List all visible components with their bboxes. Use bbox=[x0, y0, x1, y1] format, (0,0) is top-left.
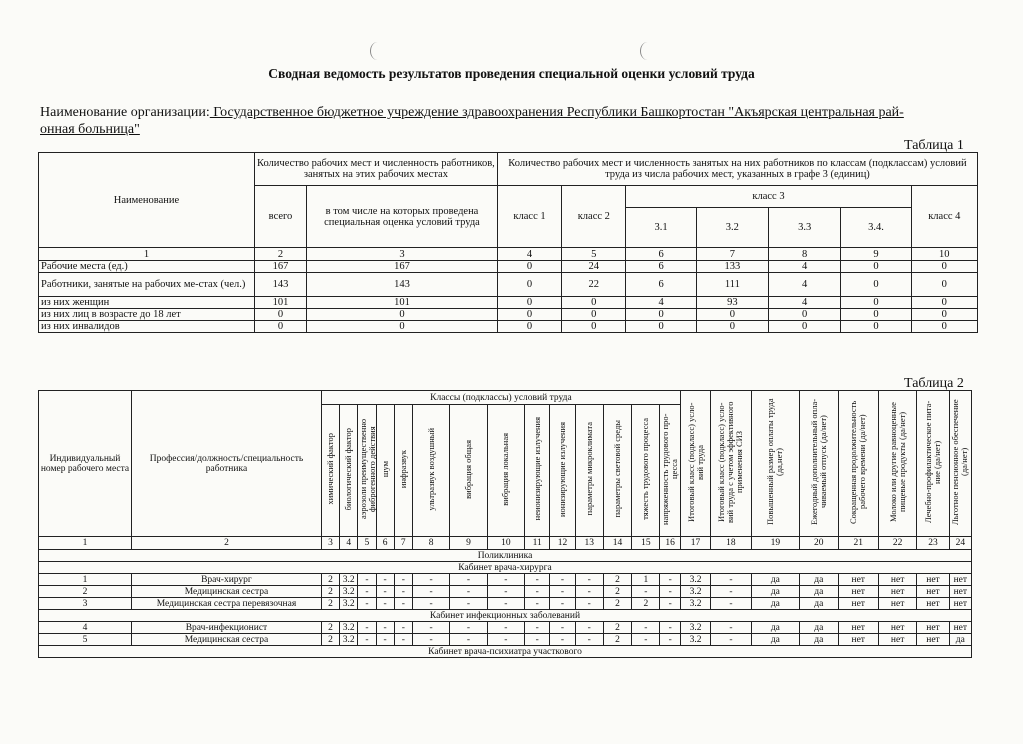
t2-factor-label: биологический фактор bbox=[343, 427, 354, 511]
t1-header-class1: класс 1 bbox=[497, 186, 561, 248]
organization-name: Государственное бюджетное учреждение здравоохранения Республики Башкортостан "Акъярская центральная рай- bbox=[209, 105, 904, 120]
t2-cell: - bbox=[575, 622, 603, 634]
t2-colnum: 3 bbox=[321, 537, 339, 550]
t2-cell: - bbox=[575, 634, 603, 646]
t2-cell: нет bbox=[838, 586, 878, 598]
t1-cell: 101 bbox=[254, 297, 306, 309]
t2-row-profession: Медицинская сестра bbox=[131, 634, 321, 646]
t2-row-id: 1 bbox=[39, 574, 132, 586]
t2-colnum: 9 bbox=[450, 537, 487, 550]
t2-section-title: Кабинет врача-хирурга bbox=[39, 562, 972, 574]
t2-cell: нет bbox=[878, 634, 916, 646]
t2-cell: - bbox=[711, 634, 751, 646]
t2-factor-header bbox=[412, 405, 449, 537]
t2-cell: - bbox=[376, 622, 394, 634]
t2-header-id: Индивидуальный номер рабочего места bbox=[39, 391, 132, 537]
t2-colnum: 15 bbox=[632, 537, 660, 550]
t2-section-row bbox=[39, 550, 972, 562]
t2-colnum: 12 bbox=[550, 537, 575, 550]
t1-cell: 22 bbox=[562, 273, 626, 297]
t2-section-title: Кабинет врача-психиатра участкового bbox=[39, 646, 972, 658]
t2-cell: - bbox=[632, 634, 660, 646]
t2-cell: - bbox=[550, 598, 575, 610]
t2-row-id: 2 bbox=[39, 586, 132, 598]
t1-column-numbers bbox=[39, 248, 978, 261]
t1-cell: 4 bbox=[769, 261, 841, 273]
t2-cell: 3.2 bbox=[340, 622, 358, 634]
t2-factor-header bbox=[450, 405, 487, 537]
t2-cell: нет bbox=[838, 574, 878, 586]
t2-row-profession: Врач-инфекционист bbox=[131, 622, 321, 634]
t1-colnum: 10 bbox=[911, 248, 977, 261]
t2-row-id: 5 bbox=[39, 634, 132, 646]
t1-header-class3: класс 3 bbox=[626, 186, 911, 208]
table2-caption: Таблица 2 bbox=[904, 376, 964, 391]
t1-cell: 4 bbox=[626, 297, 696, 309]
t2-cell: - bbox=[487, 598, 524, 610]
t2-cell: - bbox=[525, 622, 550, 634]
t2-cell: - bbox=[660, 598, 680, 610]
t2-cell: - bbox=[525, 598, 550, 610]
t1-header-3-1: 3.1 bbox=[626, 208, 696, 248]
punch-hole-mark bbox=[370, 42, 385, 60]
t2-row bbox=[39, 634, 972, 646]
t2-cell: нет bbox=[838, 622, 878, 634]
t2-cell: - bbox=[487, 622, 524, 634]
t1-cell: 0 bbox=[626, 309, 696, 321]
t1-header-3-2: 3.2 bbox=[696, 208, 768, 248]
t1-cell: 6 bbox=[626, 261, 696, 273]
t1-row-name: Работники, занятые на рабочих ме-стах (чел.) bbox=[39, 273, 255, 297]
t1-cell: 0 bbox=[497, 309, 561, 321]
t1-cell: 6 bbox=[626, 273, 696, 297]
t1-cell: 0 bbox=[911, 273, 977, 297]
t2-colnum: 24 bbox=[949, 537, 971, 550]
t2-colnum: 10 bbox=[487, 537, 524, 550]
t2-cell: - bbox=[394, 586, 412, 598]
t2-cell: - bbox=[550, 634, 575, 646]
t2-cell: - bbox=[358, 622, 376, 634]
t1-cell: 0 bbox=[911, 261, 977, 273]
table1-caption: Таблица 1 bbox=[904, 138, 964, 153]
t2-colnum: 17 bbox=[680, 537, 710, 550]
t2-cell: - bbox=[575, 574, 603, 586]
t2-cell: 3.2 bbox=[680, 574, 710, 586]
t1-cell: 4 bbox=[769, 297, 841, 309]
t2-colnum: 5 bbox=[358, 537, 376, 550]
t2-cell: - bbox=[525, 574, 550, 586]
t2-header-extra bbox=[711, 391, 751, 537]
t2-cell: - bbox=[450, 634, 487, 646]
t1-header-class4: класс 4 bbox=[911, 186, 977, 248]
t2-factor-label: неионизирующие излучения bbox=[531, 417, 542, 521]
t1-cell: 101 bbox=[307, 297, 498, 309]
t2-colnum: 7 bbox=[394, 537, 412, 550]
t2-cell: 2 bbox=[321, 622, 339, 634]
t2-colnum: 1 bbox=[39, 537, 132, 550]
t2-factor-label: ионизирующие излучения bbox=[556, 421, 567, 517]
t2-cell: 2 bbox=[632, 598, 660, 610]
t1-cell: 0 bbox=[497, 261, 561, 273]
t2-factor-label: инфразвук bbox=[397, 449, 408, 489]
t2-row bbox=[39, 586, 972, 598]
t2-cell: да bbox=[751, 634, 800, 646]
t2-cell: - bbox=[550, 574, 575, 586]
t1-colnum: 4 bbox=[497, 248, 561, 261]
t2-cell: 3.2 bbox=[340, 574, 358, 586]
t2-cell: 3.2 bbox=[340, 634, 358, 646]
t2-colnum: 16 bbox=[660, 537, 680, 550]
t2-extra-label: Лечебно-профилактическое пита-ние (да/нет) bbox=[922, 400, 942, 524]
t2-cell: да bbox=[800, 574, 838, 586]
t1-colnum: 3 bbox=[307, 248, 498, 261]
t2-cell: 2 bbox=[603, 586, 631, 598]
t2-factor-label: вибрация локальная bbox=[500, 432, 511, 506]
t1-cell: 0 bbox=[841, 321, 911, 333]
t1-header-assessed: в том числе на которых проведена специальная оценка условий труда bbox=[307, 186, 498, 248]
t1-row-name: из них женщин bbox=[39, 297, 255, 309]
t2-cell: 2 bbox=[603, 622, 631, 634]
t1-cell: 167 bbox=[307, 261, 498, 273]
t1-row-name: из них лиц в возрасте до 18 лет bbox=[39, 309, 255, 321]
t2-extra-label: Повышенный размер оплаты труда (да,нет) bbox=[765, 398, 785, 526]
t2-cell: нет bbox=[878, 586, 916, 598]
t2-colnum: 21 bbox=[838, 537, 878, 550]
t2-row bbox=[39, 598, 972, 610]
t2-cell: 3.2 bbox=[340, 586, 358, 598]
t2-cell: нет bbox=[917, 574, 949, 586]
t1-cell: 0 bbox=[911, 297, 977, 309]
t1-row-name: из них инвалидов bbox=[39, 321, 255, 333]
t2-factor-label: химический фактор bbox=[325, 433, 336, 505]
t1-cell: 0 bbox=[696, 309, 768, 321]
organization-line bbox=[40, 104, 980, 138]
t2-cell: - bbox=[358, 598, 376, 610]
t2-cell: да bbox=[949, 634, 971, 646]
t2-factor-header bbox=[487, 405, 524, 537]
t2-cell: - bbox=[660, 574, 680, 586]
t2-header-extra bbox=[917, 391, 949, 537]
t2-cell: 2 bbox=[321, 634, 339, 646]
t2-cell: - bbox=[412, 622, 449, 634]
t2-cell: нет bbox=[838, 634, 878, 646]
t2-colnum: 6 bbox=[376, 537, 394, 550]
t2-extra-label: Ежегодный дополнительный опла-чиваемый отпуск (да/нет) bbox=[808, 398, 828, 526]
t1-cell: 0 bbox=[497, 297, 561, 309]
t2-row-id: 4 bbox=[39, 622, 132, 634]
t1-header-class2: класс 2 bbox=[562, 186, 626, 248]
t1-header-3-3: 3.3 bbox=[769, 208, 841, 248]
t2-cell: 1 bbox=[632, 574, 660, 586]
t1-header-3-4: 3.4. bbox=[841, 208, 911, 248]
t2-cell: да bbox=[751, 574, 800, 586]
t2-colnum: 23 bbox=[917, 537, 949, 550]
t1-cell: 0 bbox=[307, 321, 498, 333]
t2-colnum: 18 bbox=[711, 537, 751, 550]
t2-cell: нет bbox=[949, 622, 971, 634]
t2-cell: нет bbox=[838, 598, 878, 610]
t2-cell: - bbox=[394, 634, 412, 646]
t2-cell: - bbox=[394, 598, 412, 610]
t2-cell: - bbox=[575, 586, 603, 598]
t2-cell: нет bbox=[917, 586, 949, 598]
t2-colnum: 19 bbox=[751, 537, 800, 550]
t2-cell: - bbox=[394, 574, 412, 586]
t2-section-row bbox=[39, 562, 972, 574]
t2-cell: - bbox=[450, 598, 487, 610]
t2-extra-label: Молоко или другие равноценные пищевые продукты (да/нет) bbox=[887, 402, 907, 522]
t2-header-extra bbox=[800, 391, 838, 537]
t1-colnum: 8 bbox=[769, 248, 841, 261]
t2-cell: - bbox=[412, 586, 449, 598]
t2-cell: - bbox=[412, 574, 449, 586]
t2-cell: нет bbox=[949, 598, 971, 610]
t1-cell: 93 bbox=[696, 297, 768, 309]
t2-factor-header bbox=[376, 405, 394, 537]
t1-colnum: 2 bbox=[254, 248, 306, 261]
t1-cell: 0 bbox=[911, 309, 977, 321]
t1-row bbox=[39, 321, 978, 333]
t2-cell: - bbox=[394, 622, 412, 634]
t2-cell: - bbox=[487, 574, 524, 586]
t2-factor-label: параметры микроклимата bbox=[583, 422, 594, 516]
t2-cell: - bbox=[358, 586, 376, 598]
t2-extra-label: Льготное пенсионное обеспечение (да/нет) bbox=[950, 399, 970, 525]
t2-cell: да bbox=[800, 598, 838, 610]
t2-factor-header bbox=[525, 405, 550, 537]
t2-cell: 2 bbox=[321, 574, 339, 586]
t2-cell: - bbox=[711, 598, 751, 610]
t2-cell: - bbox=[550, 622, 575, 634]
summary-table bbox=[38, 152, 978, 333]
t2-colnum: 20 bbox=[800, 537, 838, 550]
t2-cell: - bbox=[550, 586, 575, 598]
t1-row bbox=[39, 273, 978, 297]
t2-factor-header bbox=[394, 405, 412, 537]
t2-cell: - bbox=[376, 598, 394, 610]
t2-cell: - bbox=[376, 574, 394, 586]
t2-colnum: 2 bbox=[131, 537, 321, 550]
t2-factor-label: вибрация общая bbox=[462, 439, 473, 499]
t2-cell: 2 bbox=[321, 586, 339, 598]
t1-cell: 0 bbox=[769, 309, 841, 321]
t1-cell: 0 bbox=[696, 321, 768, 333]
t2-cell: - bbox=[487, 634, 524, 646]
t2-cell: - bbox=[711, 586, 751, 598]
t2-column-numbers bbox=[39, 537, 972, 550]
t2-colnum: 14 bbox=[603, 537, 631, 550]
t2-cell: - bbox=[450, 586, 487, 598]
t2-cell: 2 bbox=[603, 598, 631, 610]
t2-section-title: Кабинет инфекционных заболеваний bbox=[39, 610, 972, 622]
t2-cell: 3.2 bbox=[680, 622, 710, 634]
t2-header-extra bbox=[838, 391, 878, 537]
t2-factor-header bbox=[321, 405, 339, 537]
t1-colnum: 5 bbox=[562, 248, 626, 261]
t2-cell: 3.2 bbox=[680, 598, 710, 610]
t2-factor-label: напряженность трудового про-цесса bbox=[660, 413, 680, 525]
t2-cell: 2 bbox=[603, 634, 631, 646]
t2-cell: нет bbox=[878, 574, 916, 586]
t2-cell: да bbox=[800, 586, 838, 598]
t2-cell: нет bbox=[917, 634, 949, 646]
t2-factor-label: параметры световой среды bbox=[612, 420, 623, 518]
t2-cell: - bbox=[358, 574, 376, 586]
t2-header-classes: Классы (подклассы) условий труда bbox=[321, 391, 680, 405]
organization-label: Наименование организации: bbox=[40, 105, 210, 120]
t2-cell: - bbox=[632, 586, 660, 598]
t2-cell: 3.2 bbox=[340, 598, 358, 610]
t1-colnum: 7 bbox=[696, 248, 768, 261]
t1-cell: 4 bbox=[769, 273, 841, 297]
t1-row bbox=[39, 261, 978, 273]
t2-row-id: 3 bbox=[39, 598, 132, 610]
t2-cell: нет bbox=[917, 622, 949, 634]
t1-cell: 0 bbox=[626, 321, 696, 333]
t1-header-places: Количество рабочих мест и численность работников, занятых на этих рабочих местах bbox=[254, 153, 497, 186]
t2-cell: - bbox=[575, 598, 603, 610]
organization-name-cont: онная больница" bbox=[40, 122, 140, 137]
t2-cell: да bbox=[751, 622, 800, 634]
t2-cell: - bbox=[450, 574, 487, 586]
t2-cell: да bbox=[800, 622, 838, 634]
t1-cell: 0 bbox=[841, 297, 911, 309]
t2-cell: 3.2 bbox=[680, 634, 710, 646]
t2-colnum: 8 bbox=[412, 537, 449, 550]
t2-row-profession: Медицинская сестра bbox=[131, 586, 321, 598]
t1-cell: 111 bbox=[696, 273, 768, 297]
t2-cell: - bbox=[376, 634, 394, 646]
t2-colnum: 4 bbox=[340, 537, 358, 550]
t2-extra-label: Итоговый класс (подкласс) усло-вий труда bbox=[685, 402, 705, 522]
t1-cell: 0 bbox=[841, 309, 911, 321]
t1-row bbox=[39, 309, 978, 321]
t2-row-profession: Врач-хирург bbox=[131, 574, 321, 586]
t2-cell: нет bbox=[949, 574, 971, 586]
t2-colnum: 11 bbox=[525, 537, 550, 550]
t1-cell: 167 bbox=[254, 261, 306, 273]
t1-cell: 0 bbox=[497, 273, 561, 297]
t2-cell: 3.2 bbox=[680, 586, 710, 598]
t1-cell: 0 bbox=[562, 309, 626, 321]
t1-cell: 0 bbox=[307, 309, 498, 321]
t2-cell: да bbox=[800, 634, 838, 646]
t2-header-extra bbox=[751, 391, 800, 537]
t2-header-extra bbox=[949, 391, 971, 537]
t2-cell: - bbox=[660, 634, 680, 646]
t2-factor-header bbox=[660, 405, 680, 537]
t1-header-name: Наименование bbox=[39, 153, 255, 248]
t2-cell: - bbox=[450, 622, 487, 634]
t1-cell: 0 bbox=[254, 309, 306, 321]
t1-cell: 0 bbox=[254, 321, 306, 333]
t2-cell: нет bbox=[917, 598, 949, 610]
t1-cell: 0 bbox=[911, 321, 977, 333]
t1-cell: 0 bbox=[841, 273, 911, 297]
t2-extra-label: Итоговый класс (подкласс) усло-вий труда с учетом эффективного применения СИЗ bbox=[716, 401, 745, 523]
t1-header-total: всего bbox=[254, 186, 306, 248]
t1-cell: 143 bbox=[254, 273, 306, 297]
t2-section-row bbox=[39, 646, 972, 658]
t2-factor-header bbox=[340, 405, 358, 537]
t1-colnum: 1 bbox=[39, 248, 255, 261]
t2-cell: 2 bbox=[603, 574, 631, 586]
t1-cell: 133 bbox=[696, 261, 768, 273]
t1-cell: 143 bbox=[307, 273, 498, 297]
t2-cell: нет bbox=[878, 598, 916, 610]
t2-cell: - bbox=[711, 574, 751, 586]
t2-factor-header bbox=[358, 405, 376, 537]
t2-factor-header bbox=[603, 405, 631, 537]
t2-row-profession: Медицинская сестра перевязочная bbox=[131, 598, 321, 610]
t1-cell: 0 bbox=[562, 297, 626, 309]
t2-header-extra bbox=[878, 391, 916, 537]
t2-section-row bbox=[39, 610, 972, 622]
t1-cell: 0 bbox=[562, 321, 626, 333]
t2-factor-label: тяжесть трудового процесса bbox=[640, 418, 651, 520]
t2-factor-header bbox=[632, 405, 660, 537]
t2-cell: - bbox=[660, 586, 680, 598]
t2-cell: нет bbox=[878, 622, 916, 634]
t1-row-name: Рабочие места (ед.) bbox=[39, 261, 255, 273]
t2-factor-label: аэрозоли преимущественно фиброгенного действия bbox=[358, 418, 378, 520]
t2-section-title: Поликлиника bbox=[39, 550, 972, 562]
t2-factor-header bbox=[550, 405, 575, 537]
punch-hole-mark bbox=[640, 42, 655, 60]
t2-cell: - bbox=[632, 622, 660, 634]
t1-row bbox=[39, 297, 978, 309]
t2-cell: - bbox=[525, 586, 550, 598]
t1-colnum: 9 bbox=[841, 248, 911, 261]
t2-cell: - bbox=[711, 622, 751, 634]
t2-cell: 2 bbox=[321, 598, 339, 610]
t2-extra-label: Сокращенная продолжительность рабочего времени (да/нет) bbox=[848, 400, 868, 524]
t2-cell: - bbox=[412, 634, 449, 646]
t2-header-profession: Профессия/должность/специальность работника bbox=[131, 391, 321, 537]
t2-factor-label: шум bbox=[379, 460, 390, 478]
t1-cell: 0 bbox=[841, 261, 911, 273]
t1-header-classes: Количество рабочих мест и численность занятых на них работников по классам (подклассам) условий труда из числа рабочих мест, указанных в графе 3 (единиц) bbox=[497, 153, 977, 186]
t2-row bbox=[39, 622, 972, 634]
t2-factor-label: ультразвук воздушный bbox=[425, 427, 436, 511]
page-title: Сводная ведомость результатов проведения специальной оценки условий труда bbox=[268, 66, 755, 81]
workplace-table bbox=[38, 390, 972, 658]
t1-cell: 24 bbox=[562, 261, 626, 273]
t1-cell: 0 bbox=[769, 321, 841, 333]
t2-cell: - bbox=[487, 586, 524, 598]
t2-cell: да bbox=[751, 586, 800, 598]
t2-cell: да bbox=[751, 598, 800, 610]
t2-colnum: 22 bbox=[878, 537, 916, 550]
t1-colnum: 6 bbox=[626, 248, 696, 261]
t2-cell: - bbox=[358, 634, 376, 646]
t2-header-extra bbox=[680, 391, 710, 537]
t1-cell: 0 bbox=[497, 321, 561, 333]
t2-cell: - bbox=[412, 598, 449, 610]
t2-row bbox=[39, 574, 972, 586]
t2-cell: - bbox=[660, 622, 680, 634]
t2-cell: - bbox=[525, 634, 550, 646]
t2-factor-header bbox=[575, 405, 603, 537]
t2-cell: нет bbox=[949, 586, 971, 598]
t2-colnum: 13 bbox=[575, 537, 603, 550]
t2-cell: - bbox=[376, 586, 394, 598]
